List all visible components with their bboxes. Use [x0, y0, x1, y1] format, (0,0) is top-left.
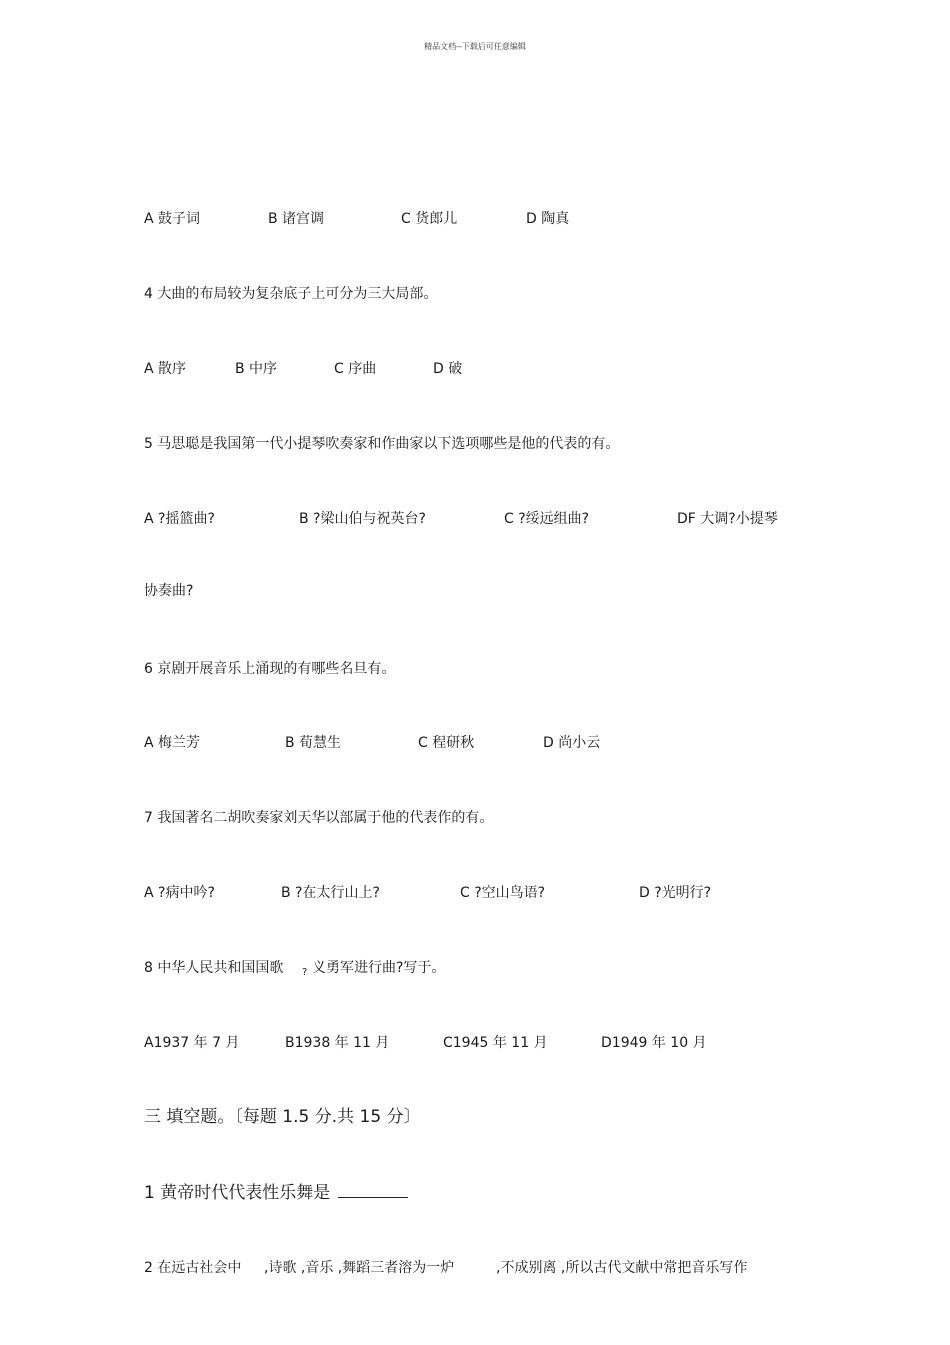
- fill-question-1-text: 1 黄帝时代代表性乐舞是: [144, 1183, 331, 1203]
- q7-option-c: C ?空山鸟语?: [460, 885, 546, 901]
- section-title: 三 填空题。〔每题 1.5 分.共 15 分〕: [144, 1107, 421, 1127]
- q7-option-b: B ?在太行山上?: [281, 885, 380, 901]
- q5-option-d-continuation: 协奏曲?: [144, 583, 194, 599]
- q8-option-d: D1949 年 10 月: [601, 1035, 707, 1051]
- fill-blank: [338, 1183, 408, 1198]
- q6-option-a: A 梅兰芳: [144, 735, 201, 751]
- q7-question: 7 我国著名二胡吹奏家刘天华以部属于他的代表作的有。: [144, 810, 494, 826]
- q4-option-b: B 中序: [235, 361, 278, 377]
- q3-option-d: D 陶真: [526, 211, 570, 227]
- q8-question-part1: 8 中华人民共和国国歌: [144, 960, 284, 976]
- q5-option-d: DF 大调?小提琴: [677, 511, 778, 527]
- q5-question: 5 马思聪是我国第一代小提琴吹奏家和作曲家以下选项哪些是他的代表的有。: [144, 436, 620, 452]
- fill-question-2-part1: 2 在远古社会中: [144, 1260, 242, 1276]
- q7-option-d: D ?光明行?: [639, 885, 712, 901]
- page-header: 精品文档--下载后可任意编辑: [424, 42, 526, 51]
- q7-option-a: A ?病中吟?: [144, 885, 215, 901]
- q3-option-b: B 诸宫调: [268, 211, 325, 227]
- q4-option-a: A 散序: [144, 361, 187, 377]
- q8-option-c: C1945 年 11 月: [443, 1035, 548, 1051]
- q8-question-part2: 义勇军进行曲?写于。: [312, 960, 446, 976]
- q6-option-d: D 尚小云: [543, 735, 601, 751]
- q6-option-b: B 荀慧生: [285, 735, 342, 751]
- q8-option-b: B1938 年 11 月: [285, 1035, 390, 1051]
- q4-option-c: C 序曲: [334, 361, 377, 377]
- q4-question: 4 大曲的布局较为复杂底子上可分为三大局部。: [144, 286, 438, 302]
- q8-question-mark: ?: [302, 967, 308, 978]
- q5-option-b: B ?梁山伯与祝英台?: [299, 511, 426, 527]
- q6-option-c: C 程研秋: [418, 735, 475, 751]
- q5-option-c: C ?绥远组曲?: [504, 511, 590, 527]
- fill-question-2-part2: ,诗歌 ,音乐 ,舞蹈三者溶为一炉: [264, 1260, 455, 1276]
- q6-question: 6 京剧开展音乐上涌现的有哪些名旦有。: [144, 661, 396, 677]
- q4-option-d: D 破: [433, 361, 463, 377]
- q8-option-a: A1937 年 7 月: [144, 1035, 240, 1051]
- q3-option-a: A 鼓子词: [144, 211, 201, 227]
- q3-option-c: C 货郎儿: [401, 211, 458, 227]
- fill-question-1: [144, 1182, 408, 1204]
- q5-option-a: A ?摇篮曲?: [144, 511, 215, 527]
- fill-question-2-part3: ,不成别离 ,所以古代文献中常把音乐写作: [496, 1260, 748, 1276]
